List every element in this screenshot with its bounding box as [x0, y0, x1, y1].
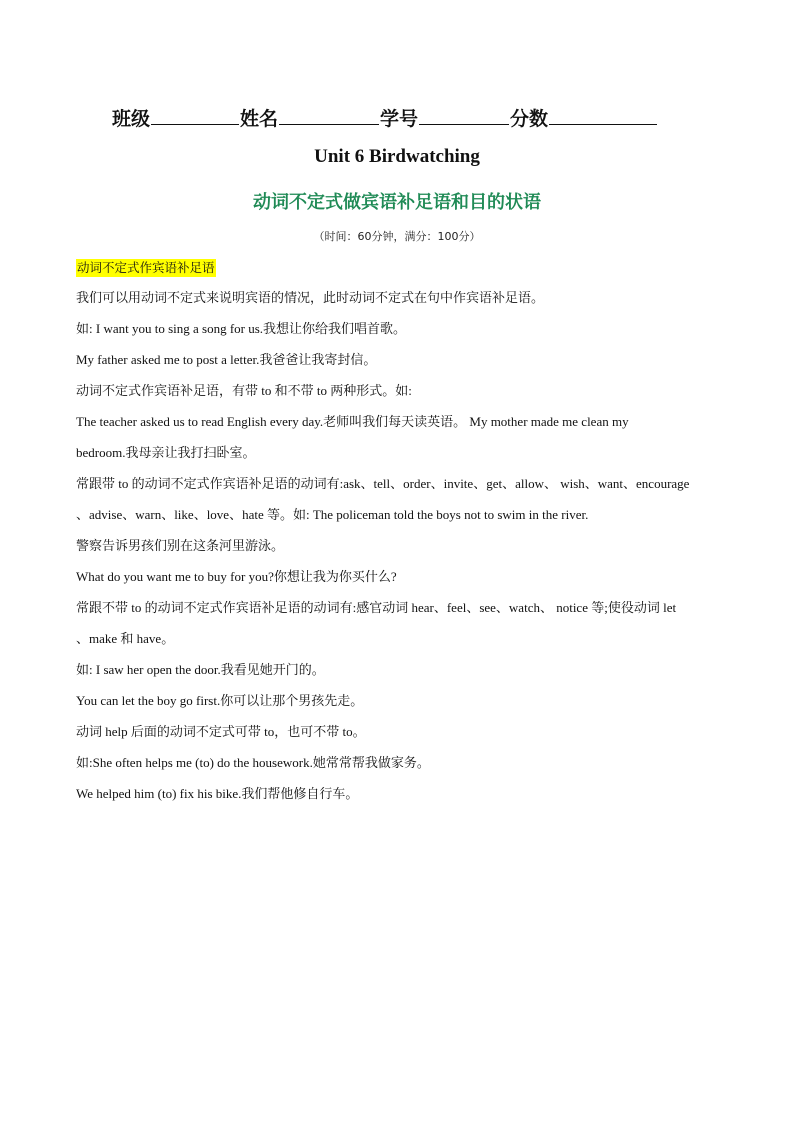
score-blank	[549, 106, 657, 125]
paragraph: The teacher asked us to read English every day.老师叫我们每天读英语。 My mother made me clean my	[76, 414, 629, 429]
time-score-note: （时间：60分钟，满分：100分）	[313, 230, 481, 243]
name-label: 姓名	[240, 108, 279, 130]
paragraph: 如:She often helps me (to) do the housework.她常常帮我做家务。	[76, 755, 430, 770]
paragraph: 如: I saw her open the door.我看见她开门的。	[76, 662, 325, 677]
unit-title: Unit 6 Birdwatching	[314, 146, 480, 167]
paragraph: 、make 和 have。	[76, 631, 175, 646]
score-label: 分数	[510, 108, 549, 130]
paragraph: 如: I want you to sing a song for us.我想让你给我们唱首歌。	[76, 321, 407, 336]
paragraph: 动词不定式作宾语补足语，有带 to 和不带 to 两种形式。如:	[76, 383, 412, 398]
paragraph: My father asked me to post a letter.我爸爸让我寄封信。	[76, 352, 377, 367]
student-info-line	[112, 104, 672, 131]
name-blank	[279, 106, 379, 125]
class-blank	[151, 106, 239, 125]
paragraph: 常跟带 to 的动词不定式作宾语补足语的动词有:ask、tell、order、invite、get、allow、 wish、want、encourage	[76, 476, 690, 491]
class-label: 班级	[112, 108, 151, 130]
explanation-body	[76, 282, 724, 809]
paragraph: 我们可以用动词不定式来说明宾语的情况，此时动词不定式在句中作宾语补足语。	[76, 290, 545, 305]
paragraph: What do you want me to buy for you?你想让我为你买什么?	[76, 569, 397, 584]
topic-title: 动词不定式做宾语补足语和目的状语	[253, 192, 541, 213]
section-heading-highlighted: 动词不定式作宾语补足语	[77, 260, 215, 275]
paragraph: We helped him (to) fix his bike.我们帮他修自行车。	[76, 786, 359, 801]
paragraph: You can let the boy go first.你可以让那个男孩先走。	[76, 693, 364, 708]
paragraph: bedroom.我母亲让我打扫卧室。	[76, 445, 256, 460]
paragraph: 动词 help 后面的动词不定式可带 to，也可不带 to。	[76, 724, 366, 739]
student-id-label: 学号	[380, 108, 419, 130]
paragraph: 常跟不带 to 的动词不定式作宾语补足语的动词有:感官动词 hear、feel、see、watch、 notice 等;使役动词 let	[76, 600, 677, 615]
paragraph: 警察告诉男孩们别在这条河里游泳。	[76, 538, 285, 553]
student-id-blank	[419, 106, 509, 125]
paragraph: 、advise、warn、like、love、hate 等。如: The policeman told the boys not to swim in the river.	[76, 507, 589, 522]
